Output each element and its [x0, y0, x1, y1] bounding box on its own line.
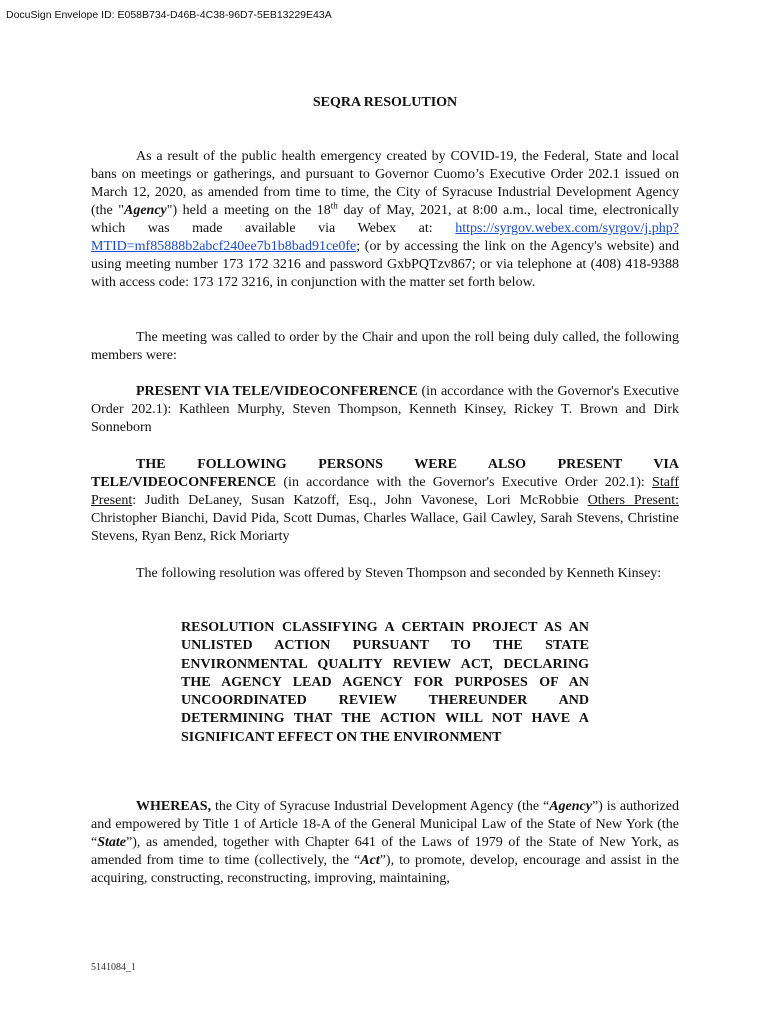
others-present-list: Christopher Bianchi, David Pida, Scott Dumas, Charles Wallace, Gail Cawley, Sarah Stevens, Christine Stevens, Ryan Benz, Rick Moriarty	[91, 511, 679, 544]
whereas-text-d: ”), to promote, develop, encourage and assist in the acquiring, constructing, reconstructing, improving, maintaining,	[91, 853, 679, 886]
docusign-envelope-id: DocuSign Envelope ID: E058B734-D46B-4C38-96D7-5EB13229E43A	[6, 9, 332, 21]
agency-defined-term-2: Agency	[549, 799, 592, 814]
act-defined-term: Act	[360, 853, 380, 868]
also-present-text: (in accordance with the Governor's Executive Order 202.1):	[276, 475, 653, 490]
page-title: SEQRA RESOLUTION	[312, 95, 458, 110]
ordinal-suffix: th	[330, 200, 338, 211]
motion-paragraph: The following resolution was offered by Steven Thompson and seconded by Kenneth Kinsey:	[136, 566, 662, 581]
agency-defined-term: Agency	[124, 203, 167, 218]
intro-text-c: day of May, 2021, at 8:00 a.m., local time, electronically which was made available via Webex at:	[91, 203, 679, 236]
present-members-paragraph	[91, 383, 679, 437]
resolution-title: RESOLUTION CLASSIFYING A CERTAIN PROJECT AS AN UNLISTED ACTION PURSUANT TO THE STATE ENVIRONMENTAL QUALITY REVIEW ACT, DECLARING THE AGENCY LEAD AGENCY FOR PURPOSES OF AN UNCOORDINATED REVIEW THEREUNDER AND DETERMINING THAT THE ACTION WILL NOT HAVE A SIGNIFICANT EFFECT ON THE ENVIRONMENT	[181, 620, 589, 745]
present-heading: PRESENT VIA TELE/VIDEOCONFERENCE	[136, 384, 418, 399]
intro-text-a: As a result of the public health emergency created by COVID-19, the Federal, State and local bans on meetings or gatherings, and pursuant to Governor Cuomo’s Executive Order 202.1 issued on March 12, 2020, as amended from time to time, the City of Syracuse Industrial Development Agency (the "	[91, 149, 679, 218]
whereas-paragraph	[91, 798, 679, 888]
intro-text-d: ; (or by accessing the link on the Agency's website) and using meeting number 173 172 3216 and password GxbPQTzv867; or via telephone at (408) 418-9388 with access code: 173 172 3216, in conjunction with the matter set forth below.	[91, 239, 679, 290]
whereas-text-a: the City of Syracuse Industrial Development Agency (the “	[211, 799, 550, 814]
whereas-text-b: ”) is authorized and empowered by Title 1 of Article 18-A of the General Municipal Law of the State of New York (the “	[91, 799, 679, 850]
others-present-label: Others Present:	[587, 493, 679, 508]
document-footer-id: 5141084_1	[91, 962, 136, 973]
staff-present-label: Staff Present	[91, 475, 679, 508]
webex-link[interactable]: https://syrgov.webex.com/syrgov/j.php?MTID=mf85888b2abcf240ee7b1b8bad91ce0fe	[91, 221, 679, 254]
whereas-text-c: ”), as amended, together with Chapter 641 of the Laws of 1979 of the State of New York, as amended from time to time (collectively, the “	[91, 835, 679, 868]
intro-text-b: ") held a meeting on the 18	[166, 203, 331, 218]
present-members-text: (in accordance with the Governor's Executive Order 202.1): Kathleen Murphy, Steven Thompson, Kenneth Kinsey, Rickey T. Brown and Dirk Sonneborn	[91, 384, 679, 435]
state-defined-term: State	[97, 835, 126, 850]
also-present-heading: THE FOLLOWING PERSONS WERE ALSO PRESENT VIA TELE/VIDEOCONFERENCE	[91, 457, 679, 490]
roll-call-paragraph: The meeting was called to order by the Chair and upon the roll being duly called, the following members were:	[91, 330, 679, 363]
staff-present-list: : Judith DeLaney, Susan Katzoff, Esq., John Vavonese, Lori McRobbie	[132, 493, 588, 508]
also-present-paragraph	[91, 456, 679, 546]
whereas-label: WHEREAS,	[136, 799, 212, 814]
intro-paragraph	[91, 148, 679, 292]
